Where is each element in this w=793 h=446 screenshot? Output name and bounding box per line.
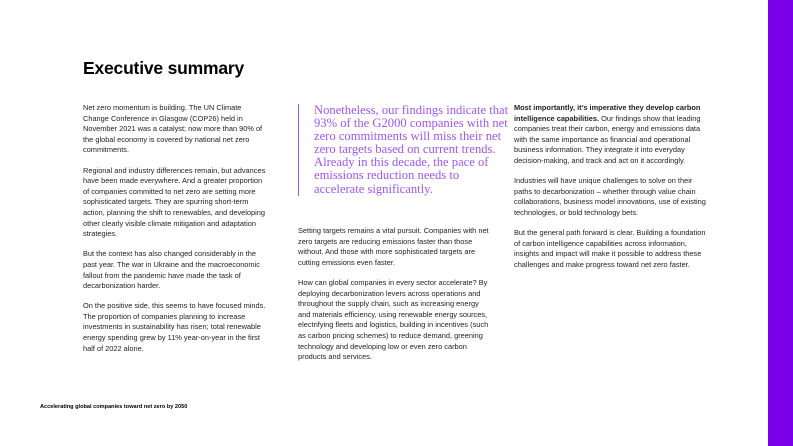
lead-bold-text: Most importantly, it’s imperative they develop carbon intelligence capabilities.: [514, 103, 701, 123]
paragraph: How can global companies in every sector accelerate? By deploying decarbonization levers across operations and throughout the supply chain, such as increasing energy and materials efficiency, using renewable energy sources, electrifying fleets and logistics, building in incentives (such as carbon pricing schemes) to reduce demand, greening technology and developing low or even zero carbon products and services.: [298, 277, 489, 362]
footer-text: Accelerating global companies toward net zero by 2050: [40, 404, 188, 410]
paragraph: Regional and industry differences remain, but advances have been made everywhere. And a greater proportion of companies committed to net zero are setting more sophisticated targets. They are spurring short-term action, planning the shift to renewables, and developing other clearly visible climate mitigation and adaptation strategies.: [83, 165, 266, 239]
paragraph: Setting targets remains a vital pursuit. Companies with net zero targets are reducing emissions faster than those without. And those with more sophisticated targets are cutting emissions even faster.: [298, 226, 489, 267]
accent-strip-graphic: [768, 0, 793, 446]
column-2: [298, 226, 490, 372]
lead-paragraph: [514, 103, 708, 167]
accent-bar: [768, 0, 793, 446]
paragraph: But the general path forward is clear. Building a foundation of carbon intelligence capabilities across information, insights and impact will make it possible to address these challenges and make progress toward net zero faster.: [514, 228, 706, 269]
lead-rest-text: Our findings show that leading companies treat their carbon, energy and emissions data with the same importance as financial and operational business information. They integrate it into everyday decision-making, and track and act on it accordingly.: [514, 113, 701, 165]
paragraph: Industries will have unique challenges to solve on their paths to decarbonization – whether through value chain collaborations, business model innovations, use of existing technologies, or bold technology bets.: [514, 176, 706, 217]
page-title: Executive summary: [83, 58, 244, 78]
paragraph: But the context has also changed considerably in the past year. The war in Ukraine and the macroeconomic fallout from the pandemic have made the task of decarbonization harder.: [83, 249, 260, 291]
pull-quote: Nonetheless, our findings indicate that 93% of the G2000 companies with net zero commitments will miss their net zero targets based on current trends. Already in this decade, the pace of emissions reduction needs to accelerate significantly.: [298, 104, 512, 196]
column-3: [514, 103, 708, 280]
paragraph: Net zero momentum is building. The UN Climate Change Conference in Glasgow (COP26) held in November 2021 was a catalyst; now more than 90% of the global economy is covered by national net zero commitments.: [83, 103, 263, 155]
paragraph: On the positive side, this seems to have focused minds. The proportion of companies planning to increase investments in sustainability has risen; total renewable energy spending grew by 11% year-on-year in the first half of 2022 alone.: [83, 301, 266, 353]
column-1: [83, 103, 269, 364]
